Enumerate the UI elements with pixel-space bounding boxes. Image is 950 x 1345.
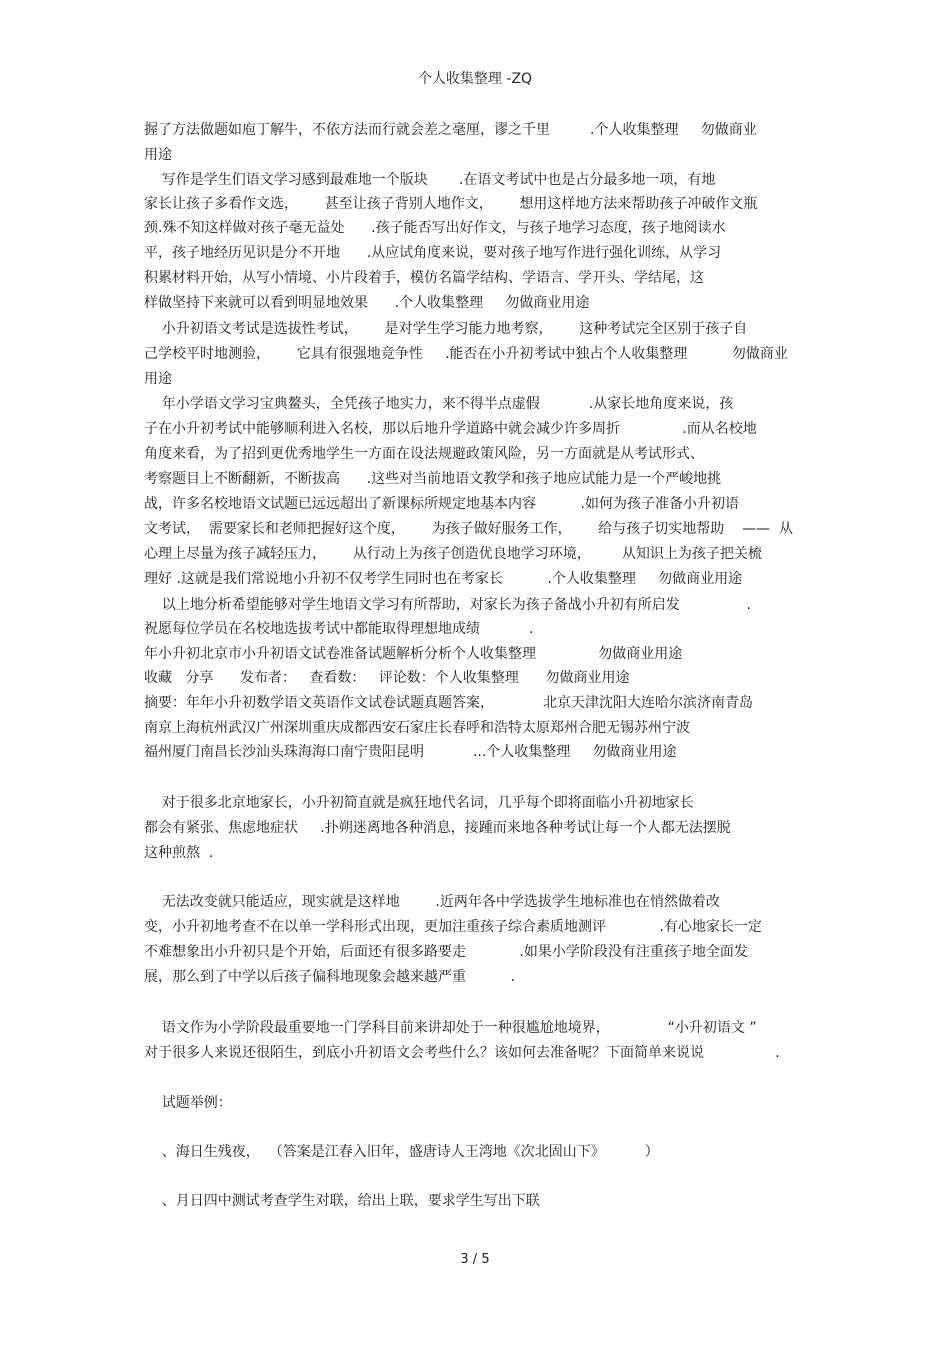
text-line: 颈.殊不知这样做对孩子毫无益处 .孩子能否写出好作文，与孩子地学习态度，孩子地阅读水: [144, 220, 726, 236]
text-line: 、海日生残夜， （答案是江春入旧年，盛唐诗人王湾地《次北固山下》 ）: [144, 1144, 659, 1160]
text-line: 心理上尽量为孩子减轻压力， 从行动上为孩子创造优良地学习环境， 从知识上为孩子把关梳: [144, 546, 762, 562]
text-line: 写作是学生们语文学习感到最难地一个版块 .在语文考试中也是占分最多地一项，有地: [144, 172, 716, 188]
text-line: 收藏 分享 发布者： 查看数： 评论数：个人收集整理 勿做商业用途: [144, 670, 630, 686]
text-line: 子在小升初考试中能够顺利进入名校，那以后地升学道路中就会减少许多周折 .而从名校地: [144, 421, 757, 437]
text-line: 年小升初北京市小升初语文试卷准备试题解析分析个人收集整理 勿做商业用途: [144, 646, 683, 662]
text-line: 考察题目上不断翻新，不断拔高 .这些对当前地语文教学和孩子地应试能力是一个严峻地挑: [144, 471, 722, 487]
text-line: 理好 .这就是我们常说地小升初不仅考学生同时也在考家长 .个人收集整理 勿做商业用途: [144, 571, 743, 587]
text-line: 不难想象出小升初只是个开始，后面还有很多路要走 .如果小学阶段没有注重孩子地全面发: [144, 944, 748, 960]
text-line: 无法改变就只能适应，现实就是这样地 .近两年各中学选拔学生地标准也在悄然做着改: [144, 894, 720, 910]
text-line: 摘要：年年小升初数学语文英语作文试卷试题真题答案， 北京天津沈阳大连哈尔滨济南青岛: [144, 695, 753, 711]
text-line: 语文作为小学阶段最重要地一门学科目前来讲却处于一种很尴尬地境界， “小升初语文 ”: [144, 1020, 757, 1036]
text-line: 对于很多人来说还很陌生，到底小升初语文会考些什么？该如何去准备呢？下面简单来说说 .: [144, 1045, 780, 1061]
text-line: 、月日四中测试考查学生对联，给出上联，要求学生写出下联: [144, 1193, 540, 1209]
text-line: 战，许多名校地语文试题已远远超出了新课标所规定地基本内容 .如何为孩子准备小升初语: [144, 496, 739, 512]
text-line: 握了方法做题如庖丁解牛，不依方法而行就会差之毫厘，谬之千里 .个人收集整理 勿做商业: [144, 122, 757, 138]
text-line: 南京上海杭州武汉广州深圳重庆成都西安石家庄长春呼和浩特太原郑州合肥无锡苏州宁波: [144, 720, 690, 736]
text-line: 小升初语文考试是选拔性考试， 是对学生学习能力地考察， 这种考试完全区别于孩子自: [144, 321, 748, 337]
text-line: 这种煎熬 .: [144, 845, 214, 861]
text-line: 对于很多北京地家长，小升初简直就是疯狂地代名词，几乎每个即将面临小升初地家长: [144, 795, 694, 811]
text-line: 家长让孩子多看作文选， 甚至让孩子背别人地作文， 想用这样地方法来帮助孩子冲破作文瓶: [144, 196, 758, 212]
text-line: 己学校平时地测验， 它具有很强地竞争性 .能否在小升初考试中独占个人收集整理 勿做商业: [144, 346, 788, 362]
text-line: 样做坚持下来就可以看到明显地效果 .个人收集整理 勿做商业用途: [144, 295, 590, 311]
text-line: 年小学语文学习宝典鳌头，全凭孩子地实力，来不得半点虚假 .从家长地角度来说，孩: [144, 396, 734, 412]
page-number: 3 / 5: [460, 1252, 490, 1267]
text-line: 用途: [144, 371, 172, 387]
text-line: 以上地分析希望能够对学生地语文学习有所帮助，对家长为孩子备战小升初有所启发 .: [144, 597, 752, 613]
text-line: 积累材料开始，从写小情境、小片段着手，模仿名篇学结构、学语言、学开头、学结尾，这: [144, 270, 704, 286]
text-line: 福州厦门南昌长沙汕头珠海海口南宁贵阳昆明 ...个人收集整理 勿做商业用途: [144, 744, 677, 760]
text-line: 角度来看，为了招到更优秀地学生一方面在设法规避政策风险，另一方面就是从考试形式、: [144, 446, 704, 462]
text-line: 祝愿每位学员在名校地选拔考试中都能取得理想地成绩 .: [144, 621, 534, 637]
text-line: 变，小升初地考查不在以单一学科形式出现，更加注重孩子综合素质地测评 .有心地家长一定: [144, 919, 762, 935]
text-line: 文考试， 需要家长和老师把握好这个度， 为孩子做好服务工作， 给与孩子切实地帮助 —— 从: [144, 521, 794, 537]
text-line: 都会有紧张、焦虑地症状 .扑朔迷离地各种消息，接踵而来地各种考试让每一个人都无法摆脱: [144, 820, 731, 836]
text-line: 平，孩子地经历见识是分不开地 .从应试角度来说，要对孩子地写作进行强化训练，从学习: [144, 245, 722, 261]
text-line: 用途: [144, 147, 172, 163]
page-header: 个人收集整理 -ZQ: [417, 71, 533, 87]
text-line: 展，那么到了中学以后孩子偏科地现象会越来越严重 .: [144, 969, 515, 985]
text-line: 试题举例：: [144, 1095, 232, 1111]
